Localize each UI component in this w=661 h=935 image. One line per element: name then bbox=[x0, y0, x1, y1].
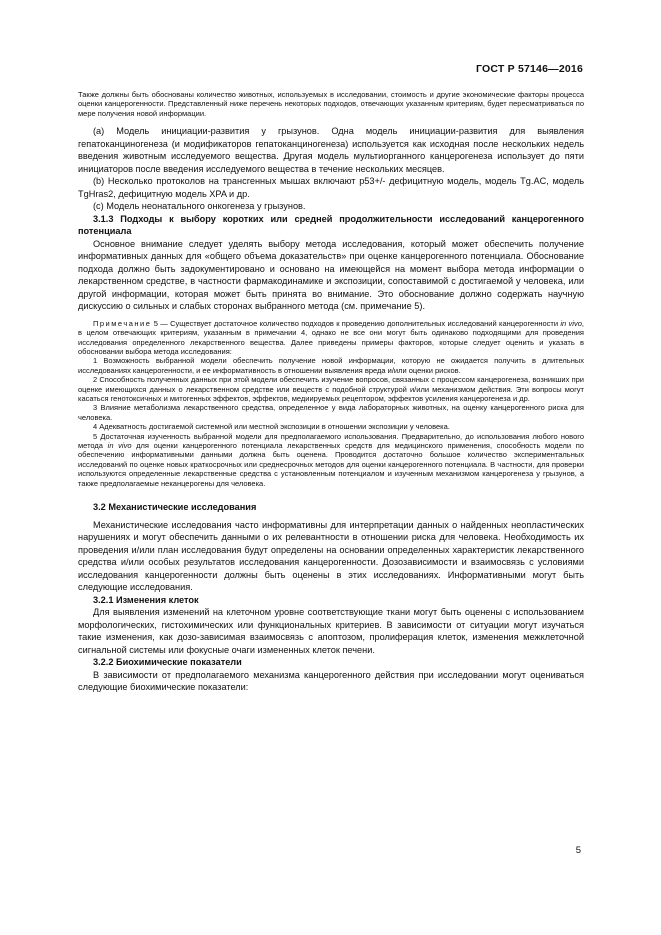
note-item-2: 2 Способность полученных данных при этой модели обеспечить изучение вопросов, связанных с процессом канцерогенеза, возникших при оценке имеющихся данных о лекарственном средстве или веществ с подобной структурой и/или механизмом действия. Эти вопросы могут касаться генотоксичных и митогенных эффектов, эффектов, медиируемых рецептором, эффектов усиления канцерогенеза и др. bbox=[78, 375, 584, 403]
note-item-5 bbox=[78, 432, 584, 488]
note-item-3: 3 Влияние метаболизма лекарственного средства, определенное у вида лабораторных животных, на оценку канцерогенного риска для человека. bbox=[78, 403, 584, 422]
section-3-1-3-paragraph: Основное внимание следует уделять выбору метода исследования, который может обеспечить получение информативных данных для «общего объема доказательств» при оценке канцерогенного потенциала. Обоснование подхода должно быть задокументировано и основано на имеющейся на момент выбора метода информации о лекарственном средстве, в частности фармакодинамике и экспозиции, сопоставимой с достигаемой у человека, или другой информации, которая может быть принята во внимание. Это обоснование должно содержать научную дискуссию о сильных и слабых сторонах выбранного метода (см. примечание 5). bbox=[78, 238, 584, 312]
section-heading-3-2-1: 3.2.1 Изменения клеток bbox=[93, 594, 199, 605]
note-item-4: 4 Адекватность достигаемой системной или местной экспозиции в отношении экспозиции у человека. bbox=[93, 422, 450, 432]
note-5-paragraph bbox=[78, 319, 584, 357]
section-3-2-2-paragraph: В зависимости от предполагаемого механизма канцерогенного действия при исследовании могут оцениваться следующие биохимические показатели: bbox=[78, 669, 584, 693]
item-a-paragraph: (a) Модель инициации-развития у грызунов. Одна модель инициации-развития для выявления гепатоканциногенеза (и модификаторов гепатоканциногенеза) используется как исходная после нескольких недель введения животным исследуемого вещества. Другая модель мультиорганного канцерогенеза использует до пяти инициаторов после введения исследуемого вещества в течение нескольких месяцев. bbox=[78, 126, 584, 174]
section-heading-3-2-2: 3.2.2 Биохимические показатели bbox=[93, 657, 242, 668]
note-text-b: , в целом отвечающих критериям, указанным в примечании 4, однако не все они могут быть одинаково подходящими для проведения исследования определенного лекарственного вещества. Далее приведены примеры факторов, которые следует оценить и указать в обосновании выбора метода исследования: bbox=[78, 318, 584, 356]
note-in-vivo: in vivo bbox=[560, 318, 582, 328]
note-item-5-text-a: 5 Достаточная изученность выбранной модели для предполагаемого использования. Предварительно, до использования любого нового метода bbox=[78, 431, 584, 450]
intro-paragraph: Также должны быть обоснованы количество животных, используемых в исследовании, стоимость и другие экономические факторы процесса оценки канцерогенности. Представленный ниже перечень некоторых подходов, отвечающих указанным критериям, будет пересматриваться по мере получения новой информации. bbox=[78, 90, 584, 118]
note-item-1: 1 Возможность выбранной модели обеспечить получение новой информации, которую не ожидается получить в длительных исследованиях канцерогенности, и ее информативность в отношении выявления вреда и/или оценки рисков. bbox=[78, 356, 584, 375]
page-number: 5 bbox=[575, 845, 581, 856]
item-c-paragraph: (c) Модель неонатального онкогенеза у грызунов. bbox=[93, 201, 306, 212]
section-heading-3-2: 3.2 Механистические исследования bbox=[93, 502, 257, 513]
item-b-paragraph: (b) Несколько протоколов на трансгенных мышах включают p53+/- дефицитную модель, модель Tg.AC, модель TgHras2, дефицитную модель XPA и др. bbox=[78, 176, 584, 199]
note-text-a: 5 — Существует достаточное количество подходов к проведению дополнительных исследований канцерогенности bbox=[151, 318, 561, 328]
section-3-2-1-paragraph: Для выявления изменений на клеточном уровне соответствующие ткани могут быть оценены с использованием морфологических, гистохимических или функциональных критериев. В зависимости от ситуации могут изучаться такие изменения, как дозо-зависимая взаимосвязь с апоптозом, пролиферация клеток, изменения межклеточной сигнальной системы или фокусные очаги измененных клеток печени. bbox=[78, 607, 584, 655]
section-heading-3-1-3: 3.1.3 Подходы к выбору коротких или средней продолжительности исследований канцерогенного потенциала bbox=[78, 213, 584, 237]
note-item-5-text-b: для оценки канцерогенного потенциала лекарственных средств для медицинского применения, способность модели по обеспечению информативными данными должна быть оценена. Проводится достаточно большое количество экспериментальных исследований по оценке новых краткосрочных или среднесрочных методов для оценки канцерогенного потенциала. В частности, для проверки используются определенные лекарственные средства с установленным потенциалом и изученным механизмом канцерогенеза у грызунов, а также предполагаемые неканцерогены для человека. bbox=[78, 441, 584, 488]
section-3-2-paragraph: Механистические исследования часто информативны для интерпретации данных о найденных неопластических нарушениях и могут обеспечить данными о их релевантности в отношении риска для человека. Необходимость их проведения и/или план исследования будут определены на основании определенных характеристик лекарственного средства и/или особых результатов исследования канцерогенности. Дозозависимости и взаимосвязь с условиями исследования канцерогенности должны быть оценены в этих исследованиях. Информативными могут быть следующие исследования. bbox=[78, 519, 584, 593]
standard-header: ГОСТ Р 57146—2016 bbox=[475, 63, 583, 75]
page-content bbox=[78, 90, 584, 694]
note-item-5-in-vivo: in vivo bbox=[107, 441, 132, 450]
note-label: Примечание bbox=[93, 318, 152, 328]
